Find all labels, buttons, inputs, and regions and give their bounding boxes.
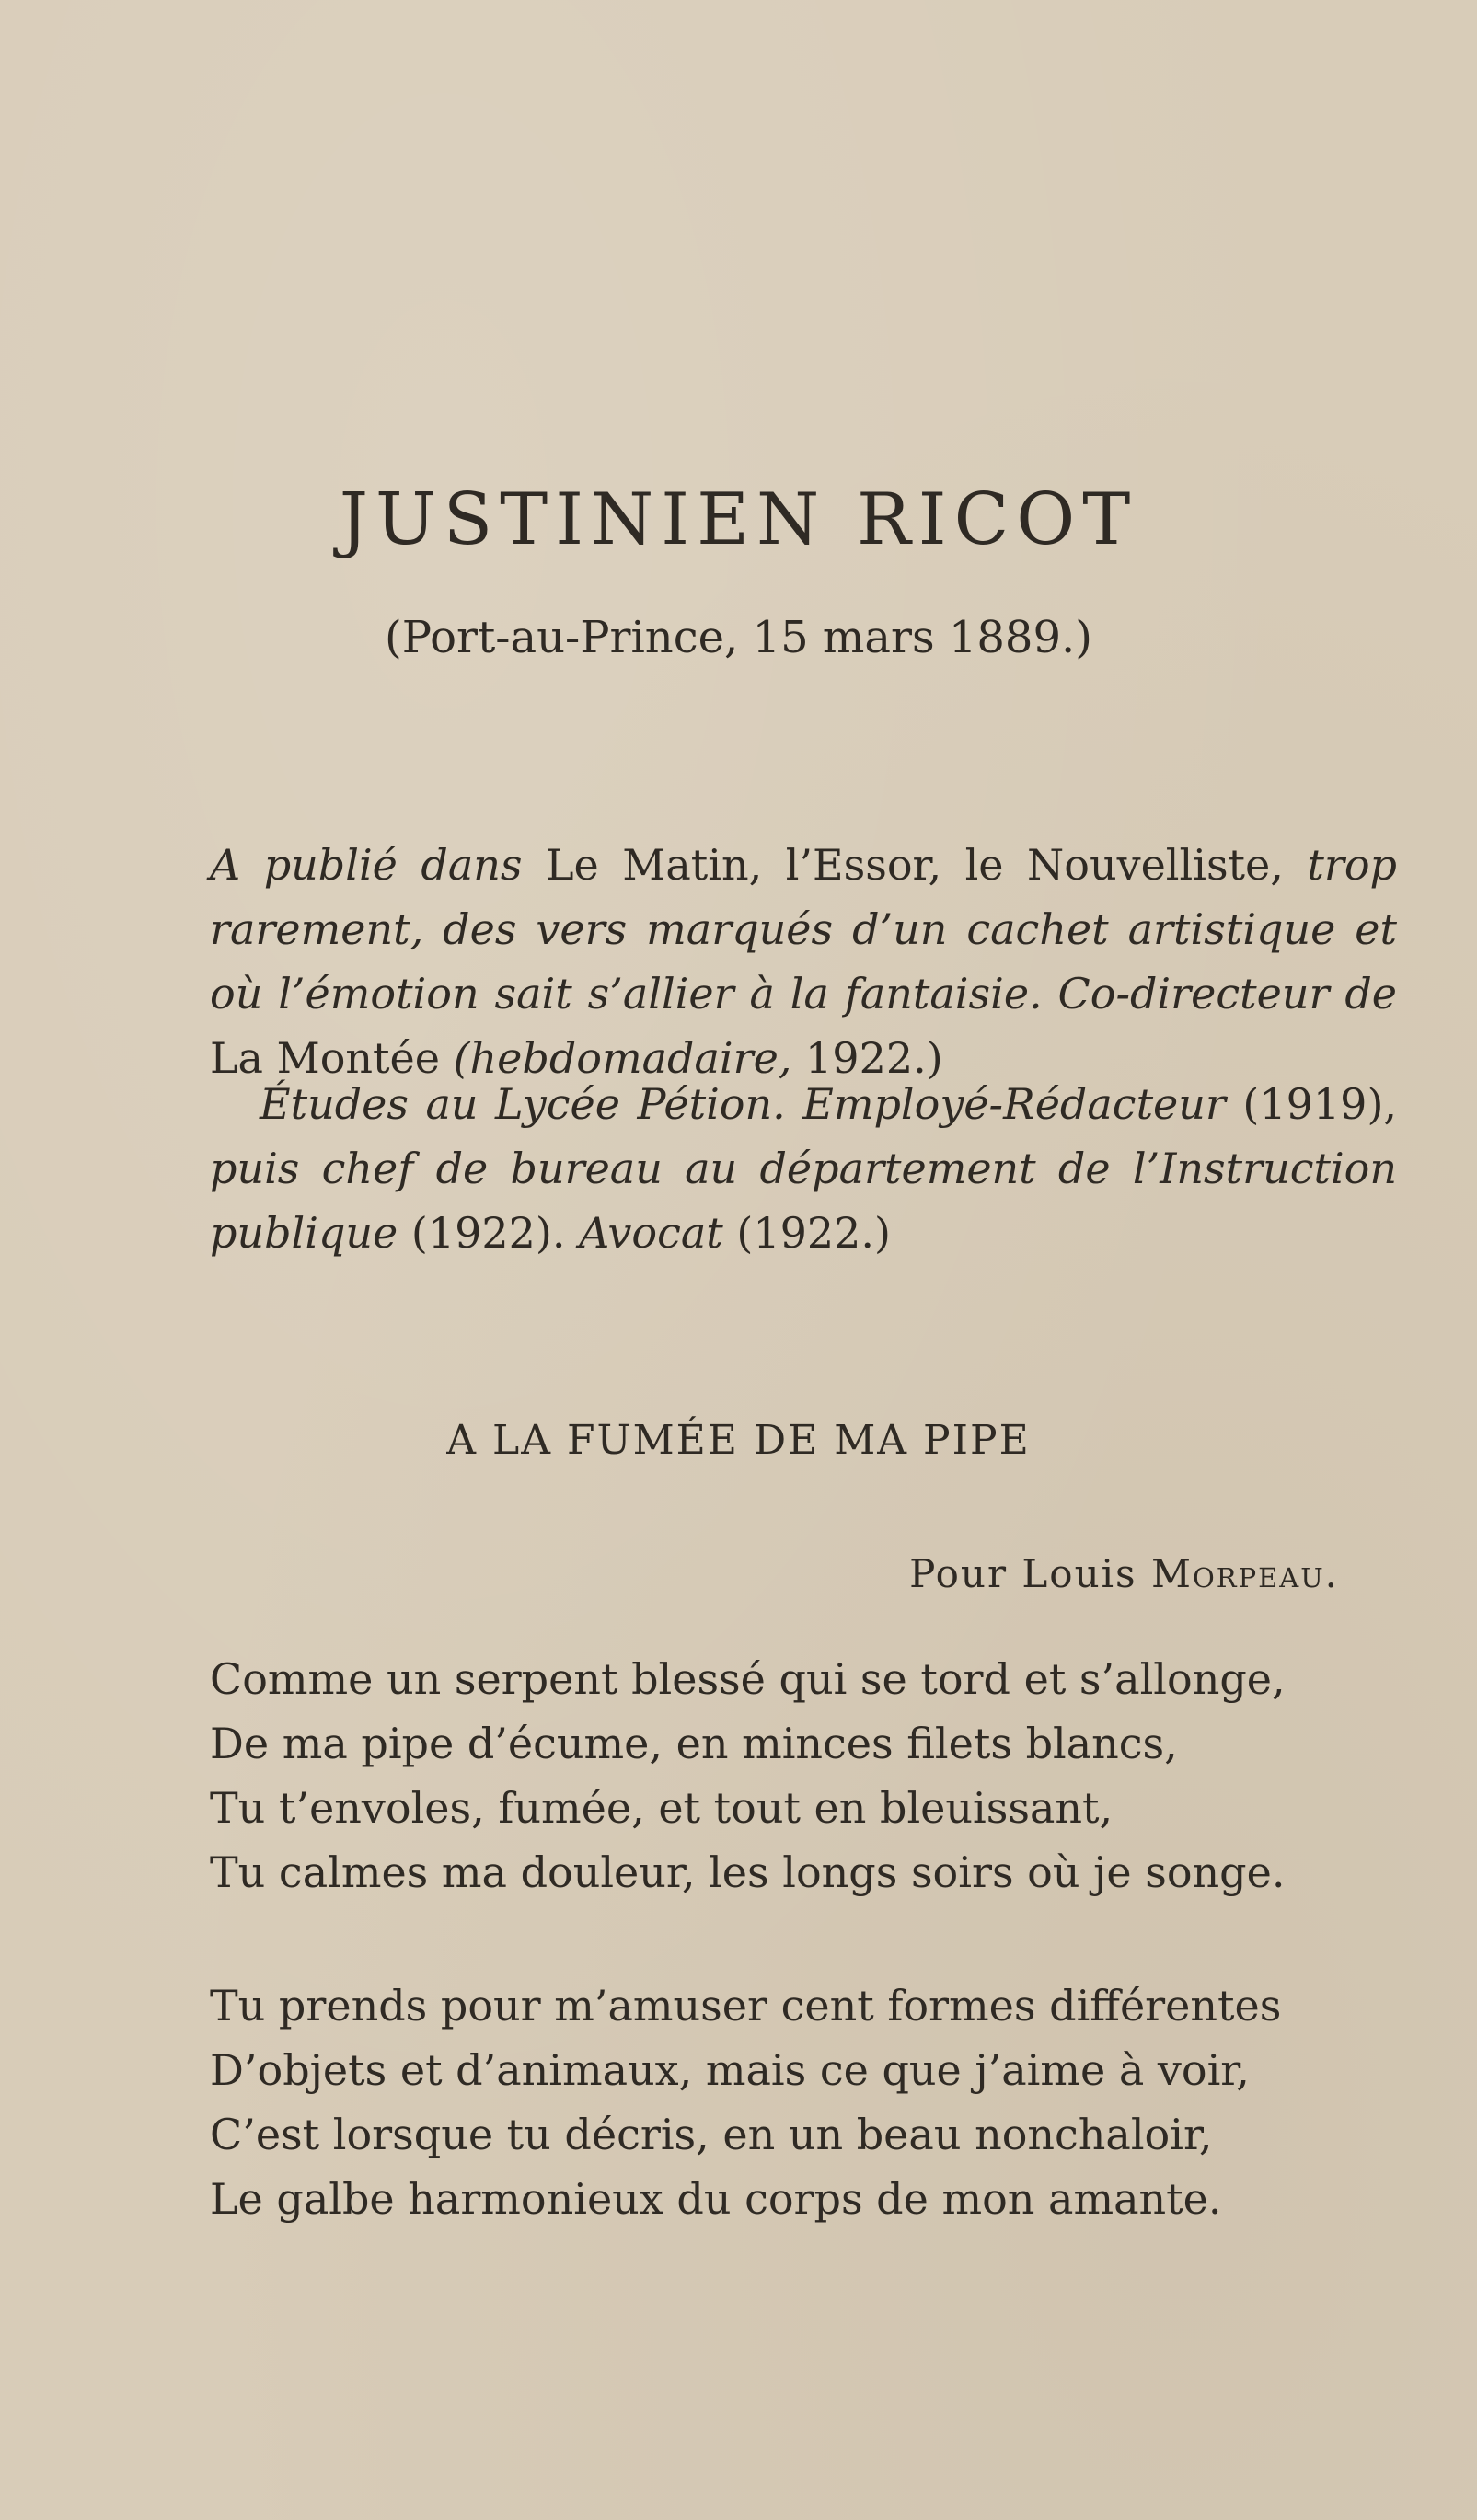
poem-line: Le galbe harmonieux du corps de mon amante. (210, 2174, 1222, 2224)
poem-line: D’objets et d’animaux, mais ce que j’aime à voir, (210, 2045, 1250, 2095)
bio-text: (1919), (1225, 1079, 1398, 1129)
poem-dedication (909, 1551, 1339, 1596)
bio-paragraph-2 (210, 1072, 1397, 1265)
poem-line: C’est lorsque tu décris, en un beau nonchaloir, (210, 2110, 1213, 2159)
poem-line: Comme un serpent blessé qui se tord et s’allonge, (210, 1654, 1286, 1704)
bio-paragraph-1 (210, 833, 1397, 1090)
bio-text: puis chef de bureau au département de l’Instruction publique (210, 1144, 1397, 1258)
bio-text: (hebdomadaire, (453, 1033, 792, 1083)
bio-text: 1922.) (791, 1033, 943, 1083)
poem-line: Tu calmes ma douleur, les longs soirs où je songe. (210, 1847, 1286, 1897)
bio-text: (1922). (398, 1208, 580, 1258)
bio-text: (1922.) (722, 1208, 891, 1258)
poem-line: De ma pipe d’écume, en minces filets blancs, (210, 1719, 1178, 1768)
poem-title: A LA FUMÉE DE MA PIPE (446, 1417, 1031, 1464)
birth-info: (Port-au-Prince, 15 mars 1889.) (385, 612, 1092, 663)
poem-stanza-1 (210, 1647, 1406, 1904)
bio-text: La Montée (210, 1033, 454, 1083)
bio-text: A publié dans (210, 840, 523, 890)
poem-stanza-2 (210, 1973, 1406, 2231)
poem-line: Tu prends pour m’amuser cent formes différentes (210, 1981, 1282, 2031)
poem-line: Tu t’envoles, fumée, et tout en bleuissant, (210, 1783, 1114, 1833)
bio-text: Avocat (579, 1208, 723, 1258)
author-name: JUSTINIEN RICOT (339, 478, 1138, 561)
dedication-name: Morpeau. (1150, 1551, 1339, 1596)
bio-text: Études au Lycée Pétion. Employé-Rédacteur (260, 1079, 1226, 1129)
bio-text: Le Matin, l’Essor, le Nouvelliste, (522, 840, 1308, 890)
dedication-prefix: Pour Louis (909, 1551, 1151, 1596)
bio-text: trop rarement, des vers marqués d’un cachet artistique et où l’émotion sait s’allier à la fantaisie. Co-directeur de (210, 840, 1397, 1018)
